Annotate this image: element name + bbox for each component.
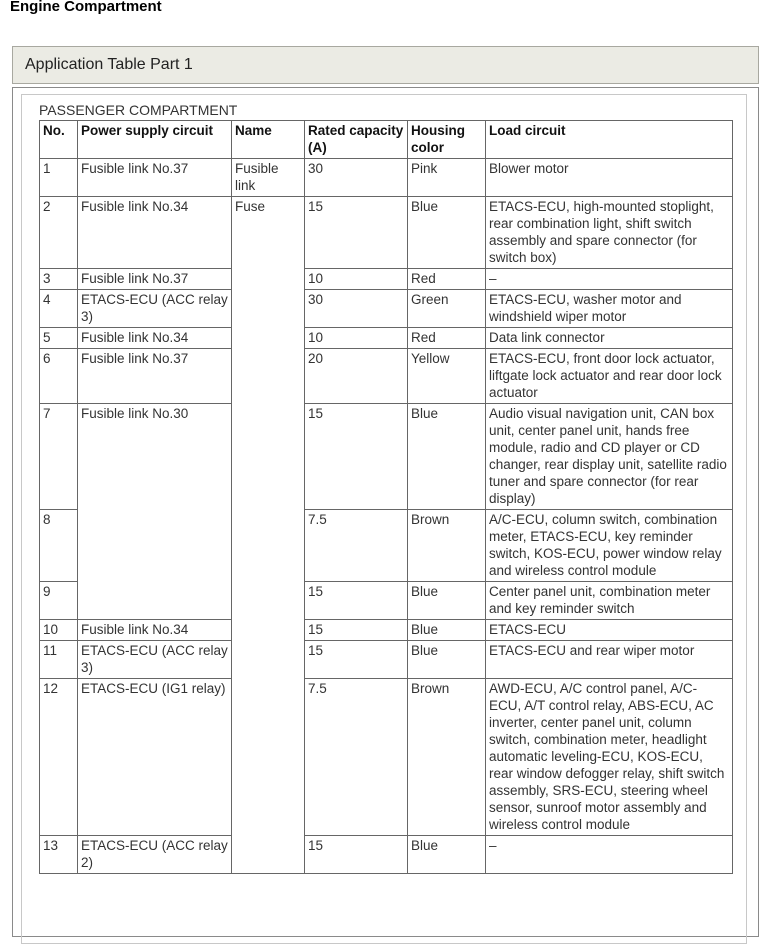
cell-name: Fuse bbox=[232, 197, 305, 874]
cell-load: Data link connector bbox=[486, 328, 733, 349]
cell-capacity: 7.5 bbox=[305, 510, 408, 582]
cell-color: Green bbox=[408, 290, 486, 328]
cell-power-supply: ETACS-ECU (ACC relay 3) bbox=[78, 641, 232, 679]
table-row bbox=[40, 641, 733, 679]
application-table bbox=[39, 120, 733, 874]
cell-capacity: 15 bbox=[305, 620, 408, 641]
cell-no: 3 bbox=[40, 269, 78, 290]
header-power-supply-circuit: Power supply circuit bbox=[78, 121, 232, 159]
table-row bbox=[40, 404, 733, 510]
cell-color: Blue bbox=[408, 641, 486, 679]
cell-no: 10 bbox=[40, 620, 78, 641]
table-row bbox=[40, 836, 733, 874]
cell-capacity: 10 bbox=[305, 328, 408, 349]
cell-capacity: 15 bbox=[305, 641, 408, 679]
table-row bbox=[40, 349, 733, 404]
cell-load: Blower motor bbox=[486, 159, 733, 197]
header-load-circuit: Load circuit bbox=[486, 121, 733, 159]
cell-capacity: 15 bbox=[305, 404, 408, 510]
cell-color: Pink bbox=[408, 159, 486, 197]
cell-load: A/C-ECU, column switch, combination meter, ETACS-ECU, key reminder switch, KOS-ECU, power window relay and wireless control module bbox=[486, 510, 733, 582]
cell-color: Brown bbox=[408, 679, 486, 836]
cell-capacity: 15 bbox=[305, 197, 408, 269]
header-rated-capacity: Rated capacity (A) bbox=[305, 121, 408, 159]
cell-color: Blue bbox=[408, 836, 486, 874]
page-heading: Engine Compartment bbox=[10, 0, 162, 15]
cell-power-supply: ETACS-ECU (ACC relay 2) bbox=[78, 836, 232, 874]
cell-name: Fusible link bbox=[232, 159, 305, 197]
cell-power-supply: Fusible link No.37 bbox=[78, 349, 232, 404]
cell-no: 5 bbox=[40, 328, 78, 349]
table-row bbox=[40, 620, 733, 641]
cell-load: ETACS-ECU, front door lock actuator, liftgate lock actuator and rear door lock actuator bbox=[486, 349, 733, 404]
cell-no: 9 bbox=[40, 582, 78, 620]
cell-no: 2 bbox=[40, 197, 78, 269]
cell-load: ETACS-ECU, washer motor and windshield wiper motor bbox=[486, 290, 733, 328]
cell-power-supply: Fusible link No.30 bbox=[78, 404, 232, 620]
cell-load: ETACS-ECU and rear wiper motor bbox=[486, 641, 733, 679]
cell-load: Center panel unit, combination meter and key reminder switch bbox=[486, 582, 733, 620]
cell-no: 6 bbox=[40, 349, 78, 404]
cell-color: Brown bbox=[408, 510, 486, 582]
section-title: Application Table Part 1 bbox=[25, 56, 193, 73]
cell-power-supply: Fusible link No.34 bbox=[78, 328, 232, 349]
cell-load: ETACS-ECU bbox=[486, 620, 733, 641]
table-row bbox=[40, 197, 733, 269]
table-row bbox=[40, 290, 733, 328]
cell-capacity: 7.5 bbox=[305, 679, 408, 836]
cell-color: Red bbox=[408, 328, 486, 349]
cell-no: 1 bbox=[40, 159, 78, 197]
table-row bbox=[40, 159, 733, 197]
cell-capacity: 30 bbox=[305, 290, 408, 328]
table-header-row bbox=[40, 121, 733, 159]
cell-no: 7 bbox=[40, 404, 78, 510]
table-row bbox=[40, 328, 733, 349]
cell-color: Blue bbox=[408, 620, 486, 641]
cell-power-supply: Fusible link No.34 bbox=[78, 197, 232, 269]
cell-capacity: 30 bbox=[305, 159, 408, 197]
cell-power-supply: ETACS-ECU (ACC relay 3) bbox=[78, 290, 232, 328]
cell-load: AWD-ECU, A/C control panel, A/C-ECU, A/T control relay, ABS-ECU, AC inverter, center panel unit, column switch, combination meter, headlight automatic leveling-ECU, KOS-ECU, rear window defogger relay, shift switch assembly, SRS-ECU, steering wheel sensor, sunroof motor assembly and wireless control module bbox=[486, 679, 733, 836]
cell-power-supply: Fusible link No.37 bbox=[78, 269, 232, 290]
cell-power-supply: ETACS-ECU (IG1 relay) bbox=[78, 679, 232, 836]
cell-no: 8 bbox=[40, 510, 78, 582]
table-caption: PASSENGER COMPARTMENT bbox=[39, 102, 238, 118]
cell-load: – bbox=[486, 836, 733, 874]
header-no: No. bbox=[40, 121, 78, 159]
cell-load: ETACS-ECU, high-mounted stoplight, rear combination light, shift switch assembly and spare connector (for switch box) bbox=[486, 197, 733, 269]
cell-no: 13 bbox=[40, 836, 78, 874]
cell-capacity: 15 bbox=[305, 836, 408, 874]
cell-no: 11 bbox=[40, 641, 78, 679]
cell-color: Red bbox=[408, 269, 486, 290]
header-name: Name bbox=[232, 121, 305, 159]
header-housing-color: Housing color bbox=[408, 121, 486, 159]
cell-color: Yellow bbox=[408, 349, 486, 404]
cell-no: 12 bbox=[40, 679, 78, 836]
cell-capacity: 15 bbox=[305, 582, 408, 620]
cell-color: Blue bbox=[408, 404, 486, 510]
cell-no: 4 bbox=[40, 290, 78, 328]
cell-color: Blue bbox=[408, 197, 486, 269]
cell-color: Blue bbox=[408, 582, 486, 620]
table-row bbox=[40, 679, 733, 836]
cell-power-supply: Fusible link No.34 bbox=[78, 620, 232, 641]
table-row bbox=[40, 269, 733, 290]
section-header bbox=[12, 46, 759, 84]
cell-capacity: 10 bbox=[305, 269, 408, 290]
cell-power-supply: Fusible link No.37 bbox=[78, 159, 232, 197]
cell-capacity: 20 bbox=[305, 349, 408, 404]
cell-load: – bbox=[486, 269, 733, 290]
cell-load: Audio visual navigation unit, CAN box unit, center panel unit, hands free module, radio and CD player or CD changer, rear display unit, satellite radio tuner and spare connector (for rear display) bbox=[486, 404, 733, 510]
